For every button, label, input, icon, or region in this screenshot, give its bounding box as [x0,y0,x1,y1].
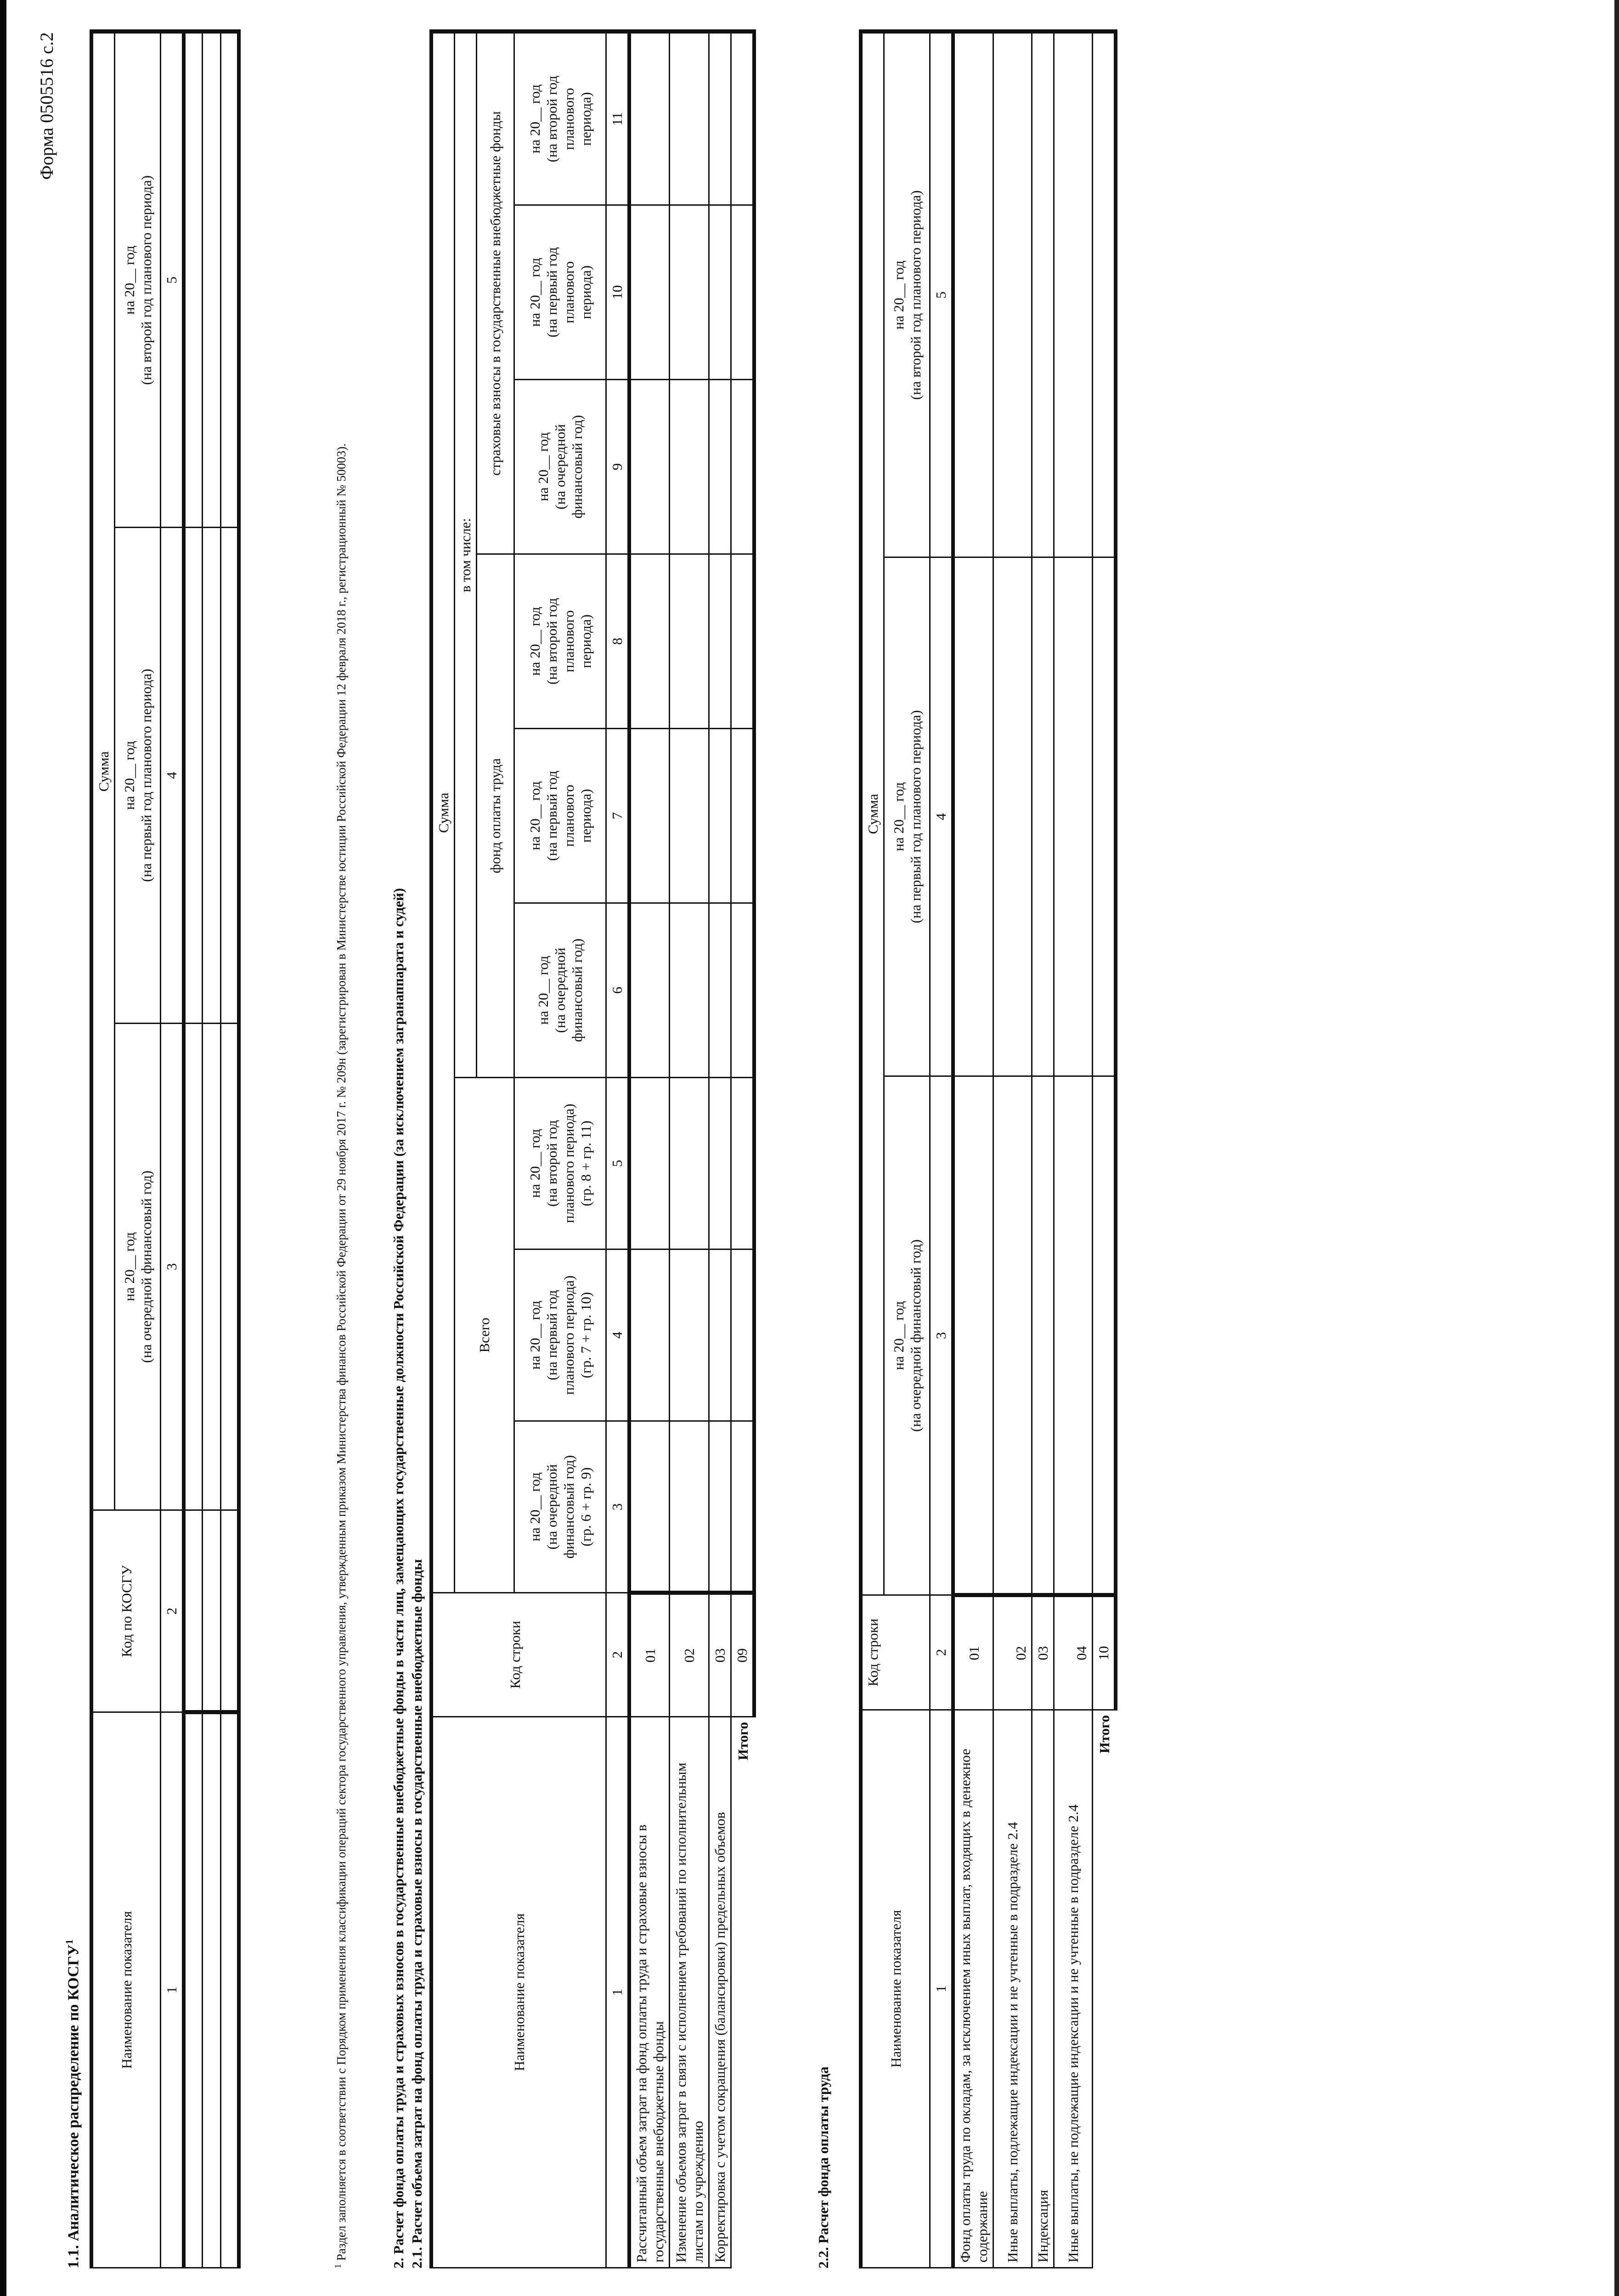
t21-header-incl: в том числе: [455,31,477,1077]
table-row [1054,31,1093,2268]
t11-cell[interactable] [184,1510,202,1712]
t21-row-code: 03 [709,1593,731,1717]
t22-header-y3: на 20__ год (на второй год планового периода) [884,31,930,557]
t21-cell[interactable] [629,31,670,205]
t22-row-name: Иные выплаты, не подлежащие индексации и не учтенные в подразделе 2.4 [1054,1710,1093,2268]
section-1-1-title: 1.1. Аналитическое распределение по КОСГУ$^1$ [63,1939,82,2268]
t21-header-c4: на 20__ год (на первый год планового периода) (гр. 7 + гр. 10) [514,1249,606,1421]
t11-cell[interactable] [202,1712,220,2268]
t21-cell[interactable] [709,1421,731,1593]
t22-cell[interactable] [1054,31,1093,557]
t21-colnum: 7 [606,729,630,903]
t21-cell[interactable] [670,903,709,1078]
t11-colnum: 4 [161,528,184,1024]
t21-header-c11: на 20__ год (на второй год планового периода) [514,31,606,205]
t21-cell[interactable] [670,380,709,554]
t21-cell[interactable] [629,205,670,380]
section-2-title: 2. Расчет фонда оплаты труда и страховых взносов в государственные внебюджетные фонды в части лиц, замещающих государственные должности Российской Федерации (за исключением загранаппарата и судей) [390,888,406,2268]
form-id: Форма 0505516 с.2 [36,32,57,180]
t11-cell[interactable] [220,1510,239,1712]
t21-colnum: 10 [606,205,630,380]
t22-cell[interactable] [1093,31,1116,557]
t21-cell[interactable] [731,1249,755,1421]
t21-cell[interactable] [731,554,755,729]
table-2-2 [859,29,1117,2268]
t22-header-code: Код строки [861,1595,930,1710]
t22-row-code: 04 [1054,1595,1093,1710]
t11-cell[interactable] [202,1510,220,1712]
table-row [629,31,670,2268]
t22-cell[interactable] [953,557,993,1076]
t22-colnum: 5 [930,31,953,557]
t22-cell[interactable] [993,31,1032,557]
t11-colnum: 3 [161,1024,184,1510]
t21-cell[interactable] [629,554,670,729]
t21-cell[interactable] [629,903,670,1078]
table-row-total [731,31,755,2268]
t22-total-label: Итого [1096,1715,1112,1754]
t11-header-sum: Сумма [91,31,115,1510]
t22-header-y2: на 20__ год (на первый год планового периода) [884,557,930,1076]
t21-cell[interactable] [731,729,755,903]
t22-cell[interactable] [1093,557,1116,1076]
t21-cell[interactable] [670,1249,709,1421]
t21-cell[interactable] [670,205,709,380]
t21-cell[interactable] [709,31,731,205]
t21-colnum: 6 [606,903,630,1078]
t21-cell[interactable] [731,380,755,554]
t21-header-name: Наименование показателя [431,1717,606,2268]
t21-cell[interactable] [629,1421,670,1593]
t21-cell[interactable] [709,554,731,729]
t22-cell[interactable] [1032,31,1054,557]
t21-header-sum: Сумма [431,31,455,1593]
t22-row-name: Иные выплаты, подлежащие индексации и не учтенные в подразделе 2.4 [993,1710,1032,2268]
t21-colnum: 8 [606,554,630,729]
t22-cell[interactable] [953,31,993,557]
t11-cell[interactable] [202,1024,220,1510]
t21-total-code: 09 [731,1593,755,1717]
t21-header-total: Всего [455,1078,514,1593]
t22-cell[interactable] [1054,557,1093,1076]
table-row [993,31,1032,2268]
t21-cell[interactable] [731,1421,755,1593]
t22-header-y1: на 20__ год (на очередной финансовый год) [884,1076,930,1595]
t22-row-code: 02 [993,1595,1032,1710]
table-row [1032,31,1054,2268]
t21-header-wage-fund: фонд оплаты труда [477,554,514,1078]
t21-header-c6: на 20__ год (на очередной финансовый год) [514,903,606,1078]
table-row [709,31,731,2268]
t21-colnum: 1 [606,1717,630,2268]
table-row [670,31,709,2268]
t21-cell[interactable] [670,1078,709,1249]
t21-header-c7: на 20__ год (на первый год планового периода) [514,729,606,903]
t11-cell[interactable] [184,31,202,527]
t11-cell[interactable] [220,528,239,1024]
t21-cell[interactable] [670,31,709,205]
t11-cell[interactable] [220,1024,239,1510]
t11-cell[interactable] [220,31,239,527]
t21-header-insurance: страховые взносы в государственные внебюджетные фонды [477,31,514,554]
t21-cell[interactable] [670,554,709,729]
t22-cell[interactable] [1054,1076,1093,1595]
t21-cell[interactable] [709,1078,731,1249]
t11-header-y2: на 20__ год (на первый год планового периода) [115,528,161,1024]
t21-colnum: 4 [606,1249,630,1421]
t11-cell[interactable] [202,31,220,527]
t11-header-code: Код по КОСГУ [91,1510,161,1712]
t21-cell[interactable] [629,1078,670,1249]
t21-header-c8: на 20__ год (на второй год планового периода) [514,554,606,729]
t22-cell[interactable] [1093,1076,1116,1595]
t11-header-name: Наименование показателя [91,1712,161,2268]
t21-cell[interactable] [709,1249,731,1421]
t22-total-code: 10 [1093,1595,1116,1710]
t22-colnum: 2 [930,1595,953,1710]
t21-cell[interactable] [731,903,755,1078]
t22-cell[interactable] [953,1076,993,1595]
footnote: $^1$ Раздел заполняется в соответствии с Порядком применения классификации операций сектора государственного управления, утвержденным приказом Министерства финансов Российской Федерации от 29 ноября 2017 г. № 209н (зарегистрирован в Министерстве юстиции Российской Федерации 12 февраля 2018 г., регистрационный № 50003). [333,443,348,2268]
t11-colnum: 5 [161,31,184,527]
t22-row-code: 03 [1032,1595,1054,1710]
t21-header-code: Код строки [431,1593,606,1717]
t21-row-name: Корректировка с учетом сокращения (балансировки) предельных объемов [709,1717,731,2268]
t22-row-name: Фонд оплаты труда по окладам, за исключением иных выплат, входящих в денежное содержание [953,1710,993,2268]
t22-cell[interactable] [993,1076,1032,1595]
t21-cell[interactable] [709,380,731,554]
t21-total-label: Итого [735,1722,751,1761]
t21-cell[interactable] [731,31,755,205]
table-row-total [1093,31,1116,2268]
t21-cell[interactable] [709,903,731,1078]
t22-header-sum: Сумма [861,31,884,1595]
t21-colnum: 11 [606,31,630,205]
t22-header-name: Наименование показателя [861,1710,930,2268]
t22-colnum: 3 [930,1076,953,1595]
t21-cell[interactable] [731,205,755,380]
t22-cell[interactable] [1032,557,1054,1076]
t11-cell[interactable] [184,528,202,1024]
t11-cell[interactable] [220,1712,239,2268]
t11-cell[interactable] [184,1024,202,1510]
t21-header-c10: на 20__ год (на первый год планового периода) [514,205,606,380]
t11-header-y1: на 20__ год (на очередной финансовый год) [115,1024,161,1510]
t11-header-y3: на 20__ год (на второй год планового периода) [115,31,161,527]
table-row [953,31,993,2268]
section-2-1-title: 2.1. Расчет объема затрат на фонд оплаты труда и страховые взносы в государственные внебюджетные фонды [409,1559,425,2268]
t21-row-code: 02 [670,1593,709,1717]
t21-row-name: Рассчитанный объем затрат на фонд оплаты труда и страховые взносы в государственные внебюджетные фонды [629,1717,670,2268]
t11-colnum: 1 [161,1712,184,2268]
t22-cell[interactable] [993,557,1032,1076]
t21-cell[interactable] [709,729,731,903]
t21-colnum: 2 [606,1593,630,1717]
section-2-2-title: 2.2. Расчет фонда оплаты труда [815,2066,831,2268]
t21-colnum: 3 [606,1421,630,1593]
t22-colnum: 4 [930,557,953,1076]
t22-cell[interactable] [1032,1076,1054,1595]
t21-header-c3: на 20__ год (на очередной финансовый год) (гр. 6 + гр. 9) [514,1421,606,1593]
table-2-1 [429,29,756,2268]
t22-colnum: 1 [930,1710,953,2268]
t21-cell[interactable] [629,380,670,554]
t21-cell[interactable] [670,729,709,903]
t21-header-c9: на 20__ год (на очередной финансовый год) [514,380,606,554]
t21-row-name: Изменение объемов затрат в связи с исполнением требований по исполнительным листам по учреждению [670,1717,709,2268]
t21-colnum: 5 [606,1078,630,1249]
t21-cell[interactable] [629,1249,670,1421]
t21-cell[interactable] [670,1421,709,1593]
t11-colnum: 2 [161,1510,184,1712]
t21-colnum: 9 [606,380,630,554]
t22-row-name: Индексация [1032,1710,1054,2268]
t22-row-code: 01 [953,1595,993,1710]
t21-header-c5: на 20__ год (на второй год планового периода) (гр. 8 + гр. 11) [514,1078,606,1249]
t21-cell[interactable] [629,729,670,903]
table-1-1 [90,29,241,2268]
t21-cell[interactable] [731,1078,755,1249]
t11-cell[interactable] [184,1712,202,2268]
t11-cell[interactable] [202,528,220,1024]
t21-row-code: 01 [629,1593,670,1717]
t21-cell[interactable] [709,205,731,380]
